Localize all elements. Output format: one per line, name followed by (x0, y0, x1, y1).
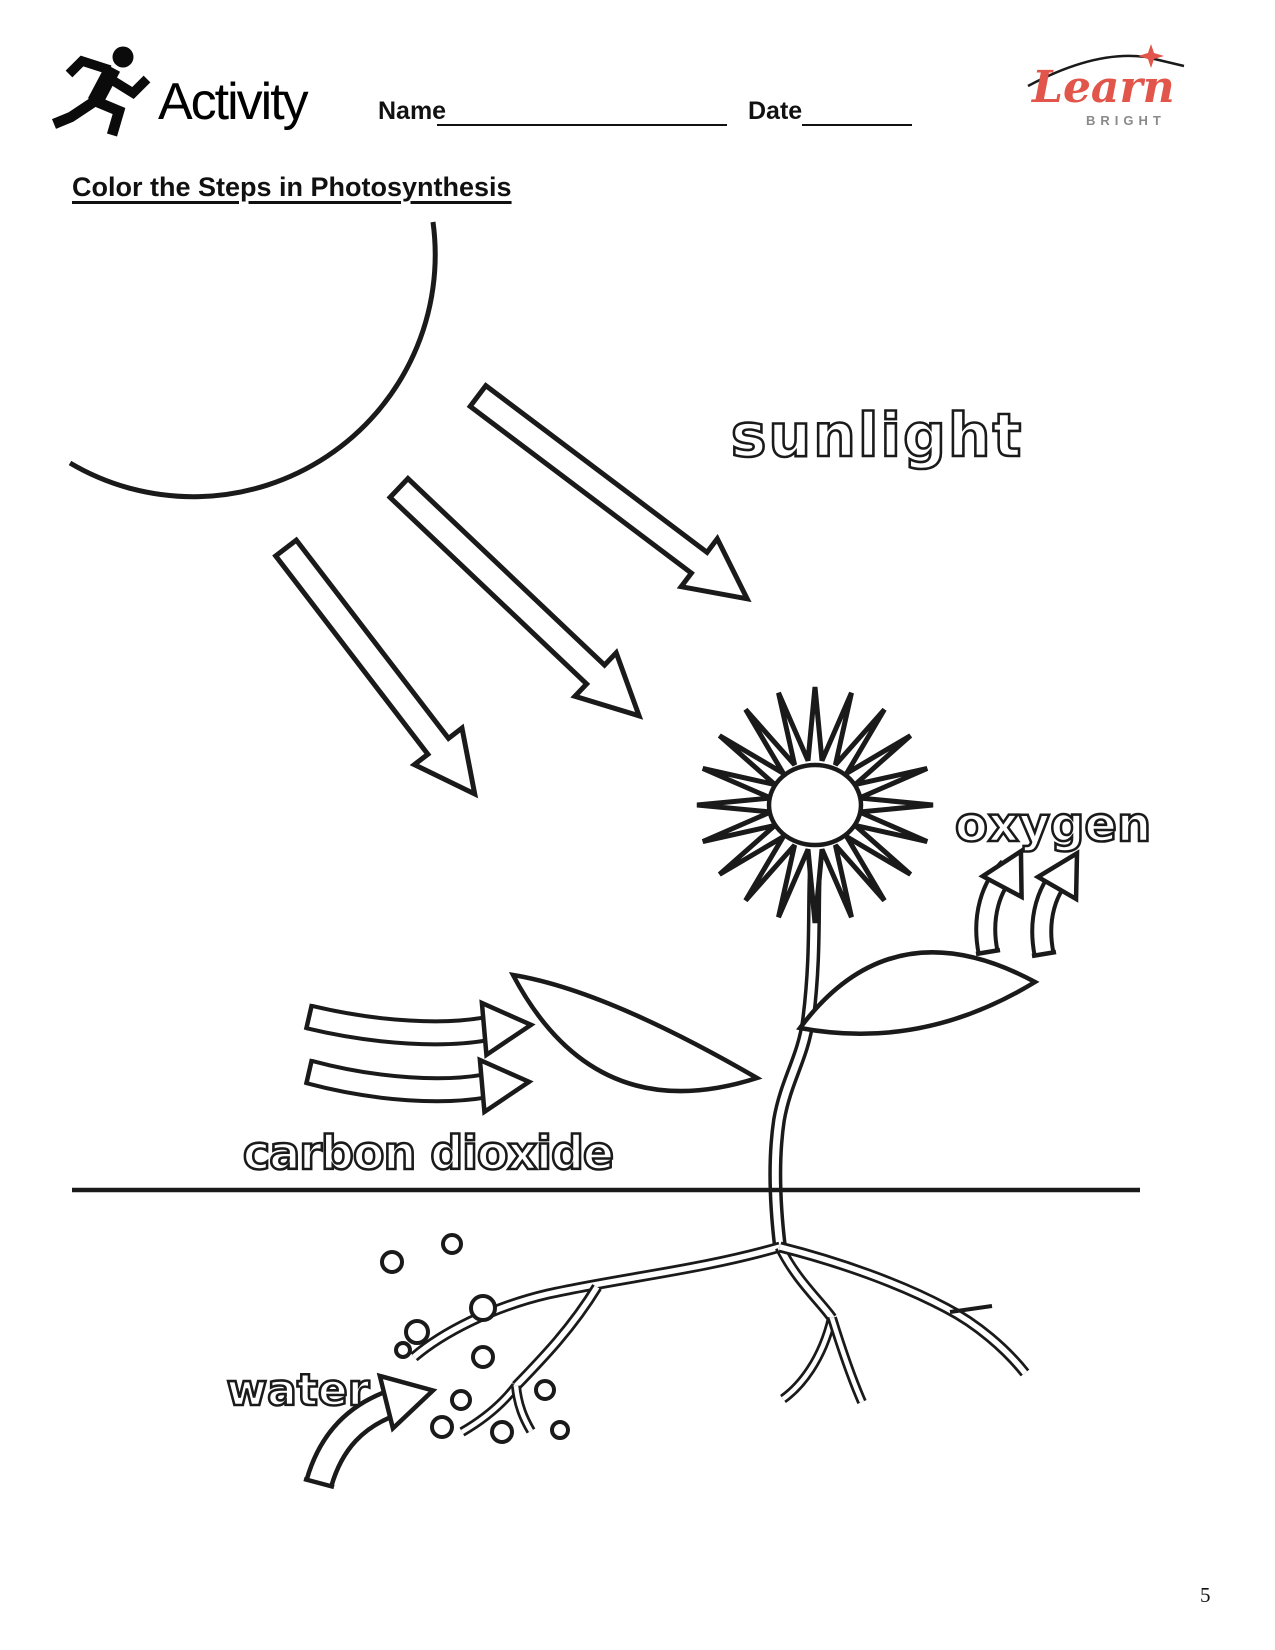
water-droplet-icon (432, 1417, 452, 1437)
sun-ray-arrow (262, 530, 498, 812)
left-leaf (513, 975, 757, 1091)
activity-heading: Activity (158, 73, 307, 131)
oxygen-arrows (976, 841, 1096, 956)
water-droplet-icon (492, 1422, 512, 1442)
sun-icon (70, 222, 435, 497)
date-label: Date (748, 97, 803, 125)
water-droplet-icon (471, 1296, 495, 1320)
water-droplet-icon (536, 1381, 554, 1399)
right-leaf (800, 952, 1035, 1033)
sunflower-icon (697, 687, 933, 923)
carbon-dioxide-label: carbon dioxide (242, 1126, 614, 1180)
water-droplet-icon (473, 1347, 493, 1367)
sunlight-label: sunlight (730, 401, 1024, 471)
water-droplet-icon (396, 1343, 410, 1357)
water-droplet-icon (552, 1422, 568, 1438)
water-droplet-icon (443, 1235, 461, 1253)
page-number: 5 (1200, 1583, 1211, 1607)
logo-learn-text: Learn (1032, 62, 1175, 113)
carbon-dioxide-arrows (306, 999, 533, 1112)
water-droplet-icon (452, 1391, 470, 1409)
name-label: Name (378, 97, 447, 125)
sunflower-center (769, 765, 861, 845)
plant-roots (414, 1247, 1025, 1432)
oxygen-label: oxygen (954, 797, 1152, 853)
logo-bright-text: BRIGHT (1086, 113, 1166, 128)
worksheet-title: Color the Steps in Photosynthesis (72, 172, 512, 202)
water-droplet-icon (406, 1321, 428, 1343)
water-label: water (226, 1365, 370, 1416)
sun-rays (262, 372, 765, 812)
water-droplet-icon (382, 1252, 402, 1272)
